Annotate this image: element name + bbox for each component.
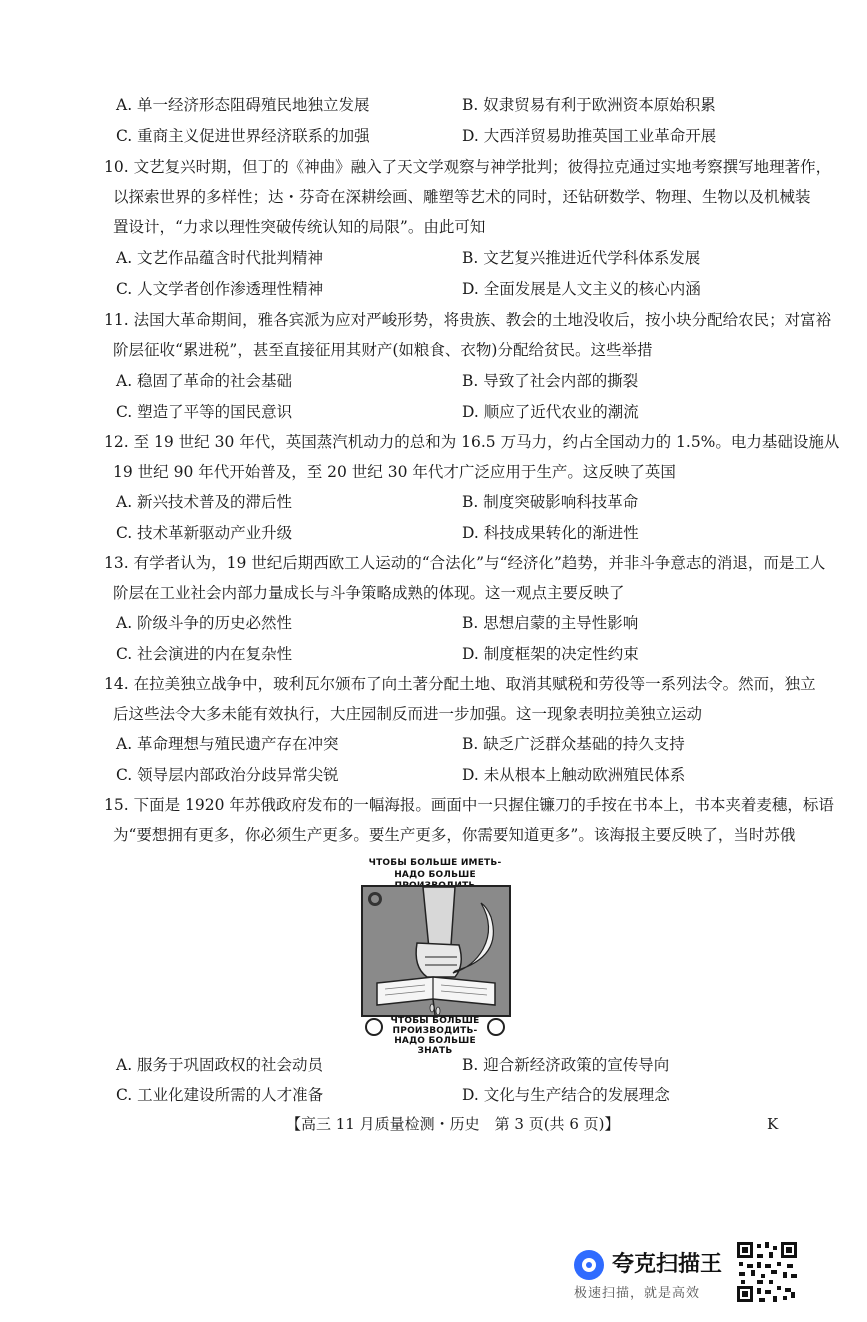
- qr-code-icon: [735, 1240, 799, 1304]
- poster-caption-top-2: НАДО БОЛЬШЕ: [394, 870, 476, 880]
- q12-line-1: 12. 至 19 世纪 30 年代，英国蒸汽机动力的总和为 16.5 万马力，约占全国动力的 1.5%。电力基础设施从: [104, 433, 840, 451]
- quark-logo-icon: [574, 1250, 604, 1280]
- soviet-poster: [355, 858, 515, 1054]
- q9-options-row-2: [116, 121, 836, 151]
- question-15: [104, 790, 834, 850]
- q13-line-2: 阶层在工业社会内部力量成长与斗争策略成熟的体现。这一观点主要反映了: [113, 584, 625, 602]
- q14-option-c: C. 领导层内部政治分歧异常尖锐: [116, 766, 339, 784]
- q13-option-c: C. 社会演进的内在复杂性: [116, 645, 293, 663]
- poster-caption-top-1: ЧТОБЫ БОЛЬШЕ ИМЕТЬ-: [368, 858, 502, 868]
- q13-option-a: A. 阶级斗争的历史必然性: [116, 614, 293, 632]
- q11-line-1: 11. 法国大革命期间，雅各宾派为应对严峻形势，将贵族、教会的土地没收后，按小块分配给农民；对富裕: [104, 311, 832, 329]
- q14-option-d: D. 未从根本上触动欧洲殖民体系: [462, 766, 686, 784]
- poster-caption-bottom-1: ЧТОБЫ БОЛЬШЕ: [390, 1016, 480, 1026]
- page-footer: 【高三 11 月质量检测・历史 第 3 页(共 6 页)】: [286, 1115, 620, 1133]
- q15-option-c: C. 工业化建设所需的人才准备: [116, 1086, 324, 1104]
- question-14: [104, 669, 816, 729]
- q9-option-b: B. 奴隶贸易有利于欧洲资本原始积累: [462, 96, 716, 114]
- q14-options-row-2: [116, 760, 836, 790]
- q10-option-b: B. 文艺复兴推进近代学科体系发展: [462, 249, 701, 267]
- q10-option-a: A. 文艺作品蕴含时代批判精神: [116, 249, 324, 267]
- q13-line-1: 13. 有学者认为，19 世纪后期西欧工人运动的“合法化”与“经济化”趋势，并非斗争意志的消退，而是工人: [104, 554, 826, 572]
- q11-option-a: A. 稳固了革命的社会基础: [116, 372, 293, 390]
- q11-options-row-2: [116, 397, 836, 427]
- q12-option-b: B. 制度突破影响科技革命: [462, 493, 639, 511]
- q10-option-c: C. 人文学者创作渗透理性精神: [116, 280, 324, 298]
- q12-line-2: 19 世纪 90 年代开始普及，至 20 世纪 30 年代才广泛应用于生产。这反映了英国: [113, 463, 676, 481]
- q10-line-1: 10. 文艺复兴时期，但丁的《神曲》融入了天文学观察与神学批判；彼得拉克通过实地考察撰写地理著作，: [104, 158, 832, 176]
- q10-option-d: D. 全面发展是人文主义的核心内涵: [462, 280, 701, 298]
- q9-option-c: C. 重商主义促进世界经济联系的加强: [116, 127, 370, 145]
- poster-illustration: [361, 885, 511, 1017]
- q13-option-b: B. 思想启蒙的主导性影响: [462, 614, 639, 632]
- q9-option-a: A. 单一经济形态阻碍殖民地独立发展: [116, 96, 370, 114]
- q13-options-row-1: [116, 608, 836, 638]
- q15-option-a: A. 服务于巩固政权的社会动员: [116, 1056, 324, 1074]
- poster-caption-bottom-4: ЗНАТЬ: [417, 1046, 453, 1056]
- scanner-watermark: [574, 1248, 734, 1308]
- q11-options-row-1: [116, 366, 836, 396]
- question-11: [104, 305, 832, 365]
- poster-seal-left-icon: [365, 1018, 383, 1036]
- q15-options-row-1: [116, 1050, 836, 1080]
- q12-option-d: D. 科技成果转化的渐进性: [462, 524, 639, 542]
- q14-option-a: A. 革命理想与殖民遗产存在冲突: [116, 735, 339, 753]
- q12-option-c: C. 技术革新驱动产业升级: [116, 524, 293, 542]
- q10-options-row-1: [116, 243, 836, 273]
- question-13: [104, 548, 826, 608]
- poster-seal-right-icon: [487, 1018, 505, 1036]
- hand-sickle-book-illustration: [363, 887, 509, 1015]
- scanner-slogan: 极速扫描，就是高效: [574, 1286, 701, 1301]
- q12-option-a: A. 新兴技术普及的滞后性: [116, 493, 293, 511]
- scanner-app-name: 夸克扫描王: [612, 1252, 723, 1277]
- q11-line-2: 阶层征收“累进税”，甚至直接征用其财产(如粮食、衣物)分配给贫民。这些举措: [113, 341, 653, 359]
- q14-line-1: 14. 在拉美独立战争中，玻利瓦尔颁布了向土著分配土地、取消其赋税和劳役等一系列法令。然而，独立: [104, 675, 816, 693]
- q15-option-b: B. 迎合新经济政策的宣传导向: [462, 1056, 670, 1074]
- q14-line-2: 后这些法令大多未能有效执行，大庄园制反而进一步加强。这一现象表明拉美独立运动: [113, 705, 703, 723]
- q14-option-b: B. 缺乏广泛群众基础的持久支持: [462, 735, 685, 753]
- q14-options-row-1: [116, 729, 836, 759]
- q13-option-d: D. 制度框架的决定性约束: [462, 645, 639, 663]
- q12-options-row-1: [116, 487, 836, 517]
- q15-option-d: D. 文化与生产结合的发展理念: [462, 1086, 670, 1104]
- q12-options-row-2: [116, 518, 836, 548]
- q13-options-row-2: [116, 639, 836, 669]
- question-12: [104, 427, 840, 487]
- q10-options-row-2: [116, 274, 836, 304]
- q15-line-1: 15. 下面是 1920 年苏俄政府发布的一幅海报。画面中一只握住镰刀的手按在书本上，书本夹着麦穗，标语: [104, 796, 834, 814]
- paper-code: K: [767, 1115, 779, 1133]
- q11-option-c: C. 塑造了平等的国民意识: [116, 403, 293, 421]
- q10-line-2: 以探索世界的多样性；达・芬奇在深耕绘画、雕塑等艺术的同时，还钻研数学、物理、生物以及机械装: [113, 188, 811, 206]
- question-10: [104, 152, 832, 242]
- q9-options-row-1: [116, 90, 836, 120]
- poster-caption-bottom-2: ПРОИЗВОДИТЬ-: [392, 1026, 478, 1036]
- poster-caption-bottom-3: НАДО БОЛЬШЕ: [394, 1036, 476, 1046]
- q11-option-d: D. 顺应了近代农业的潮流: [462, 403, 639, 421]
- q15-line-2: 为“要想拥有更多，你必须生产更多。要生产更多，你需要知道更多”。该海报主要反映了，当时苏俄: [113, 826, 796, 844]
- q11-option-b: B. 导致了社会内部的撕裂: [462, 372, 639, 390]
- q10-line-3: 置设计，“力求以理性突破传统认知的局限”。由此可知: [113, 218, 486, 236]
- q9-option-d: D. 大西洋贸易助推英国工业革命开展: [462, 127, 717, 145]
- q15-options-row-2: [116, 1080, 836, 1110]
